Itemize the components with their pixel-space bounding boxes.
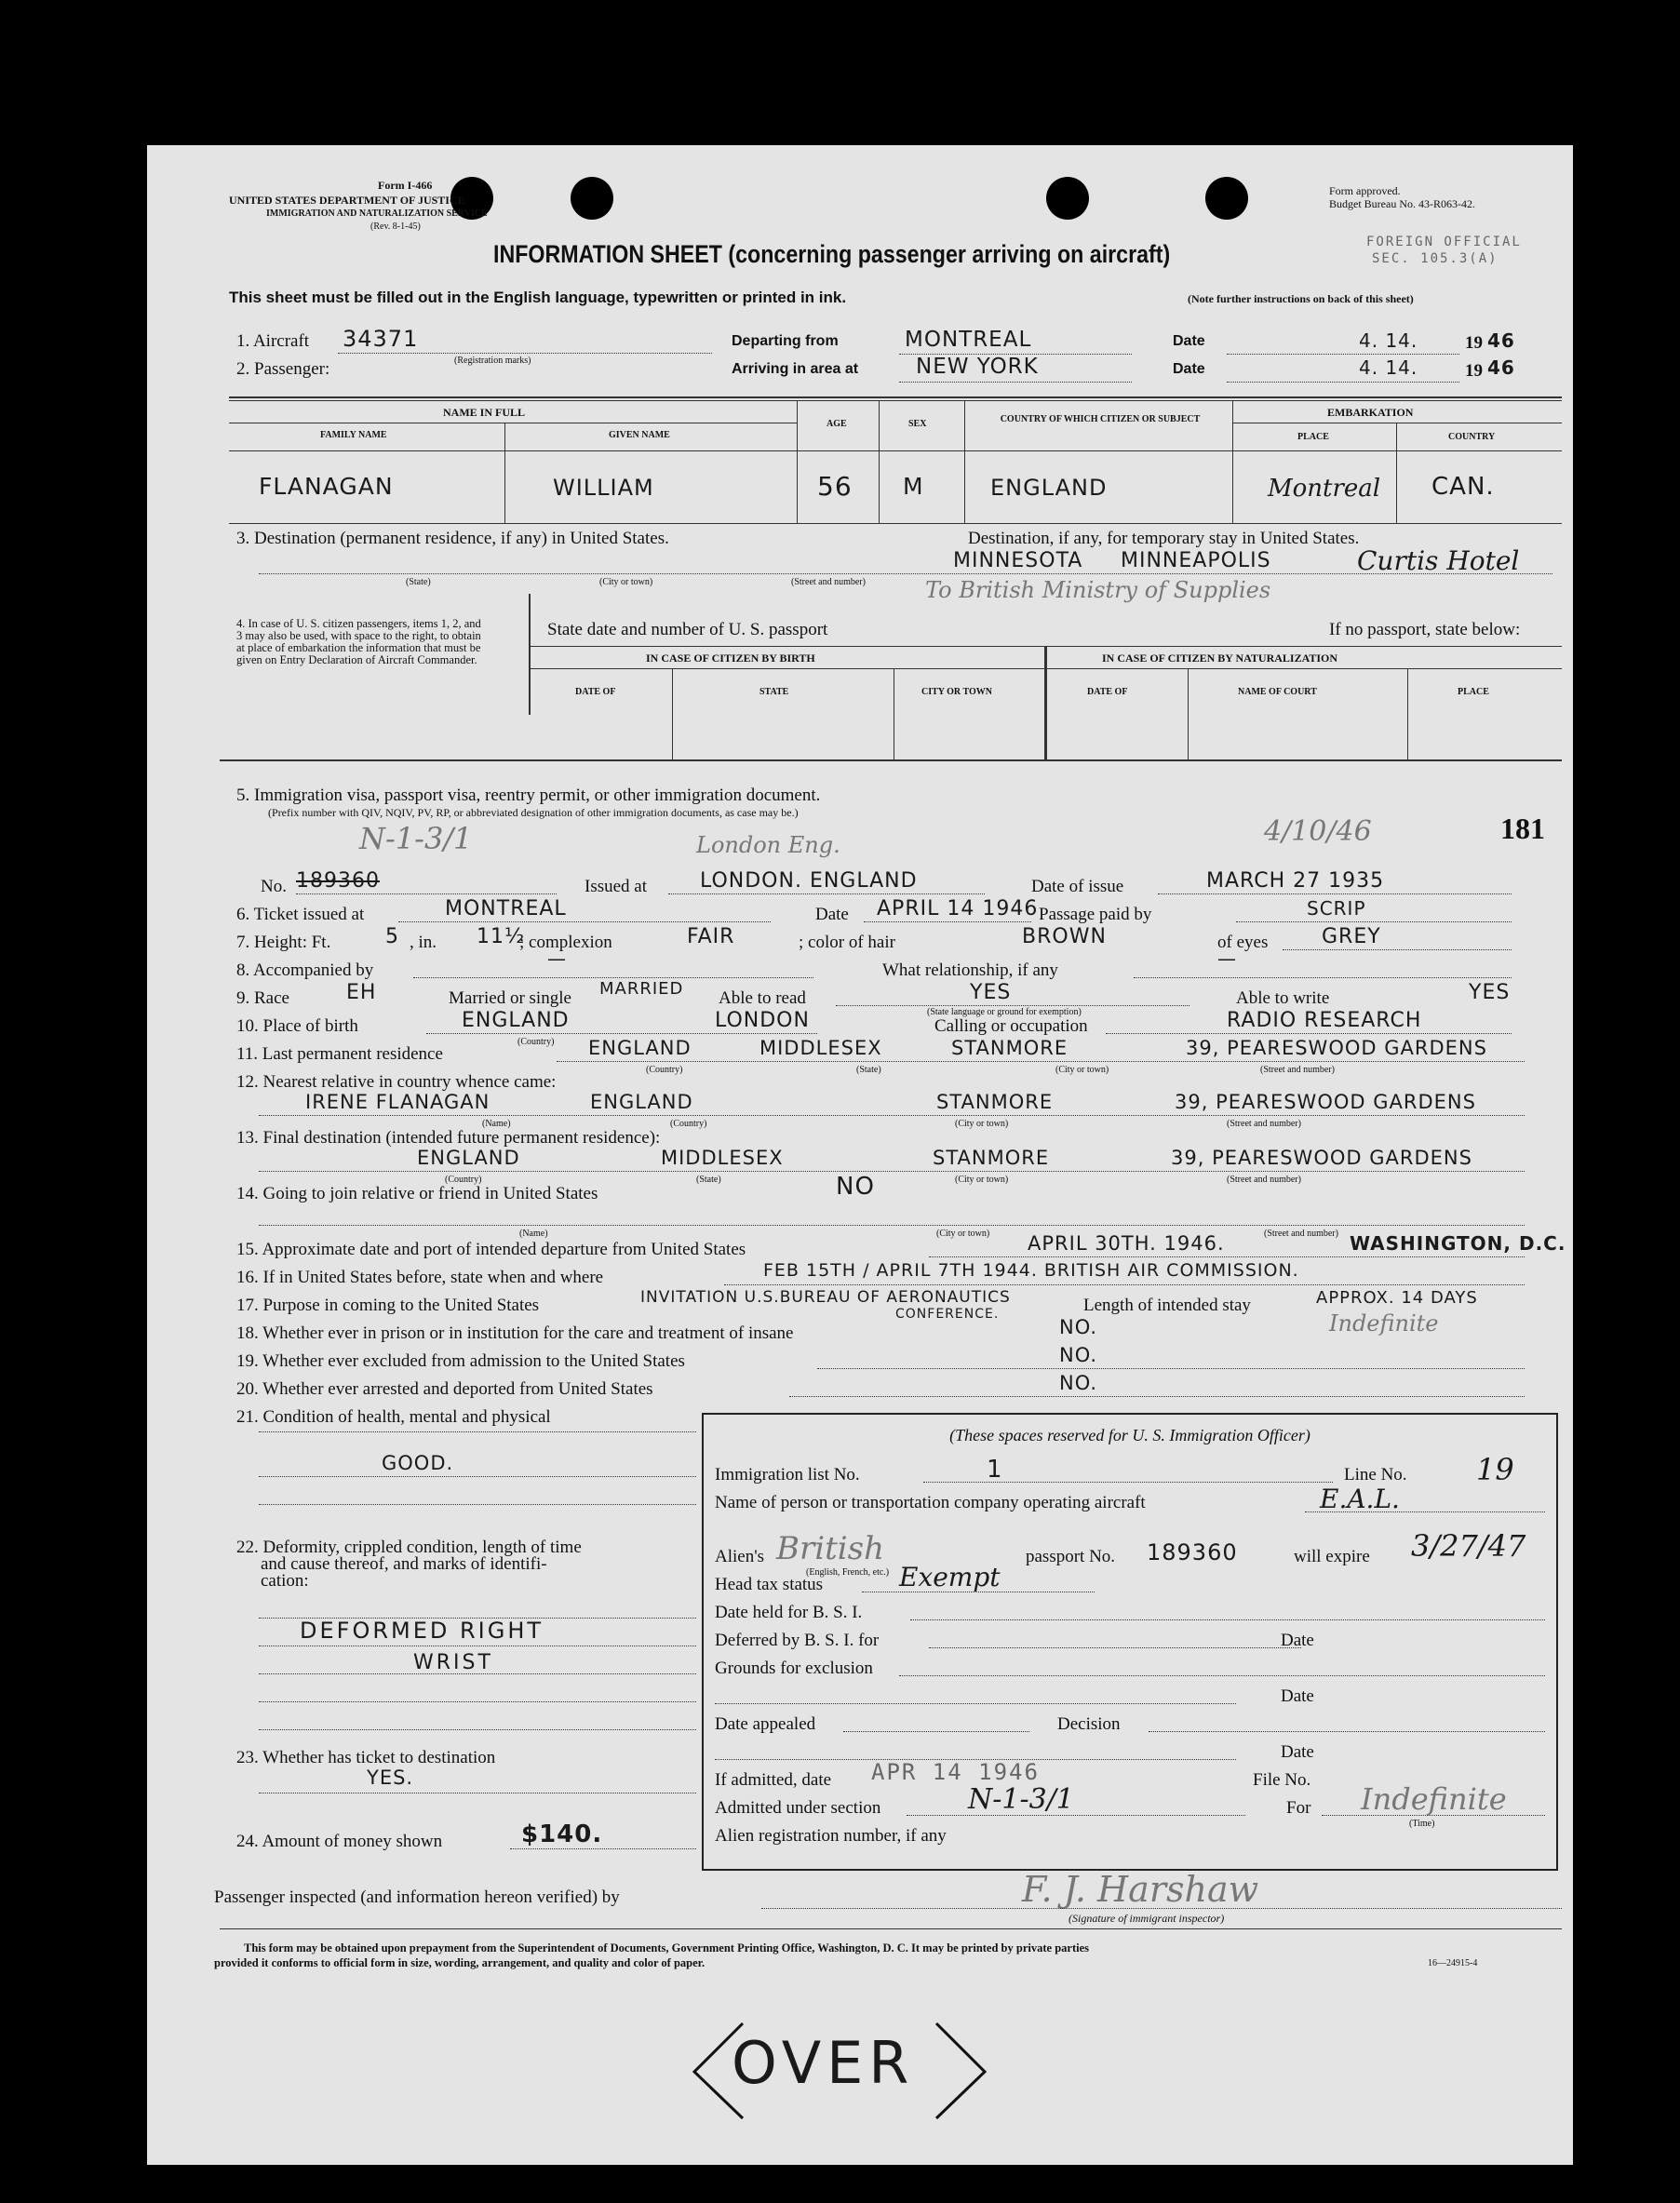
form-approved: Form approved. — [1329, 184, 1401, 197]
q11-city-caption: (City or town) — [1055, 1065, 1109, 1075]
q22-label-2: and cause thereof, and marks of identifi- — [261, 1554, 547, 1574]
section-stamp: SEC. 105.3(A) — [1372, 251, 1499, 266]
q3-note: To British Ministry of Supplies — [925, 577, 1271, 603]
instructions: This sheet must be filled out in the English language, typewritten or printed in ink. — [229, 289, 847, 306]
name-in-full-header: NAME IN FULL — [443, 406, 526, 419]
q20-value: NO. — [1059, 1372, 1098, 1394]
officer-headtax-label: Head tax status — [715, 1575, 824, 1594]
q5-issued-value: LONDON. ENGLAND — [700, 869, 918, 893]
fine-print-2: provided it conforms to official form in size, wording, arrangement, and quality and color of paper. — [214, 1956, 706, 1969]
q12-name-caption: (Name) — [482, 1119, 511, 1129]
given-name-header: GIVEN NAME — [609, 430, 670, 440]
officer-company-label: Name of person or transportation company operating aircraft — [715, 1493, 1146, 1512]
q8-rel-label: What relationship, if any — [882, 960, 1058, 980]
q5-annot-1: N-1-3/1 — [359, 821, 473, 856]
passenger-label: 2. Passenger: — [236, 359, 330, 379]
q14-street-caption: (Street and number) — [1264, 1229, 1338, 1239]
over-text: OVER — [732, 2029, 915, 2097]
officer-file-label: File No. — [1253, 1770, 1311, 1790]
q3-temp-street: Curtis Hotel — [1357, 545, 1520, 576]
q10-occ: RADIO RESEARCH — [1227, 1009, 1422, 1032]
q9-write-label: Able to write — [1236, 988, 1330, 1008]
aircraft-label: 1. Aircraft — [236, 331, 310, 351]
q16-label: 16. If in United States before, state when and where — [236, 1268, 604, 1287]
q10-country: ENGLAND — [462, 1009, 570, 1032]
officer-date-label-3: Date — [1281, 1742, 1314, 1762]
q9-race: EH — [346, 981, 377, 1004]
officer-headtax-value: Exempt — [899, 1562, 1001, 1592]
q9-marital-label: Married or single — [449, 988, 571, 1008]
q5-annot-3: 4/10/46 — [1264, 815, 1372, 848]
q7-hair: BROWN — [1022, 925, 1107, 948]
q4-nat-header: IN CASE OF CITIZEN BY NATURALIZATION — [1102, 651, 1338, 665]
q15-label: 15. Approximate date and port of intended departure from United States — [236, 1240, 746, 1259]
q7-complexion: FAIR — [687, 925, 735, 948]
q6-date-label: Date — [815, 905, 849, 924]
q3-temp-label: Destination, if any, for temporary stay in United States. — [968, 529, 1360, 548]
q10-label: 10. Place of birth — [236, 1016, 358, 1036]
inspector-signature: F. J. Harshaw — [1022, 1869, 1259, 1910]
date-label-2: Date — [1173, 361, 1205, 377]
q22-value-1: DEFORMED RIGHT — [300, 1618, 544, 1644]
inspected-label: Passenger inspected (and information hereon verified) by — [214, 1887, 620, 1907]
q10-city: LONDON — [715, 1009, 810, 1032]
q4-passport-label: State date and number of U. S. passport — [547, 620, 828, 639]
arriving-value: NEW YORK — [916, 355, 1039, 379]
q9-read-caption: (State language or ground for exemption) — [927, 1007, 1082, 1017]
q12-label: 12. Nearest relative in country whence came: — [236, 1072, 557, 1092]
emb-country-header: COUNTRY — [1448, 432, 1496, 442]
q11-label: 11. Last permanent residence — [236, 1044, 443, 1064]
q9-read-label: Able to read — [719, 988, 806, 1008]
form-title: INFORMATION SHEET (concerning passenger arriving on aircraft) — [493, 240, 1171, 268]
q13-city-caption: (City or town) — [955, 1175, 1009, 1185]
form-number: Form I-466 — [378, 179, 433, 192]
q11-country: ENGLAND — [588, 1037, 692, 1059]
q12-country-caption: (Country) — [670, 1119, 707, 1129]
q13-label: 13. Final destination (intended future permanent residence): — [236, 1128, 661, 1148]
q4-col-state: STATE — [759, 687, 789, 697]
officer-expire-label: will expire — [1294, 1547, 1370, 1566]
departing-value: MONTREAL — [905, 328, 1032, 352]
fine-print-1: This form may be obtained upon prepayment from the Superintendent of Documents, Government Printing Office, Washington, D. C. It may be printed by private parties — [244, 1941, 1089, 1954]
sex-value: M — [903, 473, 924, 500]
q9-read: YES — [970, 981, 1012, 1004]
form-code: 16—24915-4 — [1428, 1958, 1478, 1968]
q11-street: 39, PEARESWOOD GARDENS — [1186, 1037, 1487, 1059]
year-2: 46 — [1487, 356, 1515, 379]
embarkation-header: EMBARKATION — [1327, 406, 1414, 419]
q17-purpose: INVITATION U.S.BUREAU OF AERONAUTICS — [640, 1288, 1011, 1307]
note: (Note further instructions on back of this sheet) — [1188, 292, 1414, 305]
officer-company-value: E.A.L. — [1320, 1484, 1400, 1514]
q7-label: 7. Height: Ft. — [236, 933, 331, 952]
budget-bureau: Budget Bureau No. 43-R063-42. — [1329, 197, 1475, 210]
officer-list-label: Immigration list No. — [715, 1465, 860, 1484]
q15-value: APRIL 30TH. 1946. — [1028, 1232, 1225, 1255]
officer-bsi-label: Date held for B. S. I. — [715, 1603, 863, 1622]
q19-value: NO. — [1059, 1344, 1098, 1366]
q20-label: 20. Whether ever arrested and deported from United States — [236, 1379, 653, 1399]
officer-list-value: 1 — [987, 1456, 1003, 1484]
officer-aliens-value: British — [776, 1530, 884, 1567]
q5-no-value: 189360 — [296, 869, 380, 893]
q17-stay: APPROX. 14 DAYS — [1316, 1288, 1478, 1308]
q23-value: YES. — [367, 1766, 414, 1789]
q5-annot-2: London Eng. — [696, 832, 840, 858]
family-name-value: FLANAGAN — [259, 473, 394, 500]
q11-street-caption: (Street and number) — [1260, 1065, 1335, 1075]
punch-hole — [1046, 177, 1089, 220]
q12-street: 39, PEARESWOOD GARDENS — [1175, 1091, 1476, 1113]
q12-city-caption: (City or town) — [955, 1119, 1009, 1129]
q12-street-caption: (Street and number) — [1227, 1119, 1301, 1129]
q9-write: YES — [1469, 981, 1511, 1004]
q12-name: IRENE FLANAGAN — [305, 1091, 491, 1113]
q7-in: 11½ — [477, 925, 526, 948]
departing-label: Departing from — [732, 333, 839, 349]
q3-label: 3. Destination (permanent residence, if any) in United States. — [236, 529, 669, 548]
foreign-official-stamp: FOREIGN OFFICIAL — [1366, 235, 1522, 249]
officer-passport-value: 189360 — [1147, 1539, 1238, 1565]
officer-passport-label: passport No. — [1026, 1547, 1116, 1566]
q13-street: 39, PEARESWOOD GARDENS — [1171, 1147, 1472, 1169]
q15-port: WASHINGTON, D.C. — [1350, 1232, 1566, 1255]
service: IMMIGRATION AND NATURALIZATION SERVICE — [266, 208, 488, 219]
q22-label-1: 22. Deformity, crippled condition, length of time — [236, 1538, 582, 1557]
officer-alien-reg-label: Alien registration number, if any — [715, 1826, 947, 1846]
q18-value: NO. — [1059, 1316, 1098, 1338]
q4-label: 4. In case of U. S. citizen passengers, items 1, 2, and 3 may also be used, with space to the right, to obtain at place of embarkation the information that must be given on Entry Declaration of Aircraft Commander. — [236, 617, 481, 666]
q24-label: 24. Amount of money shown — [236, 1832, 443, 1851]
arriving-label: Arriving in area at — [732, 361, 859, 377]
officer-box — [702, 1413, 1558, 1871]
officer-aliens-label: Alien's — [715, 1547, 765, 1566]
q4-no-passport: If no passport, state below: — [1329, 620, 1521, 639]
q4-col-nat-date: DATE OF — [1087, 687, 1128, 697]
q6-paid: SCRIP — [1307, 897, 1366, 920]
q17-stay-note: Indefinite — [1329, 1310, 1439, 1337]
q4-birth-header: IN CASE OF CITIZEN BY BIRTH — [646, 651, 815, 665]
q7-ft: 5 — [385, 925, 399, 948]
place-header: PLACE — [1297, 432, 1329, 442]
officer-expire-value: 3/27/47 — [1411, 1528, 1526, 1564]
q7-eyes-label: of eyes — [1217, 933, 1269, 952]
officer-title: (These spaces reserved for U. S. Immigration Officer) — [949, 1426, 1310, 1444]
officer-appealed-label: Date appealed — [715, 1714, 816, 1734]
q5-date-issue-value: MARCH 27 1935 — [1206, 869, 1385, 893]
q4-col-date: DATE OF — [575, 687, 616, 697]
q17-purpose-2: CONFERENCE. — [895, 1307, 1000, 1322]
q14-label: 14. Going to join relative or friend in United States — [236, 1184, 598, 1203]
q13-country: ENGLAND — [417, 1147, 520, 1169]
q13-country-caption: (Country) — [445, 1175, 482, 1185]
officer-decision-label: Decision — [1057, 1714, 1121, 1734]
q11-state: MIDDLESEX — [759, 1037, 882, 1059]
year-prefix-1: 19 — [1465, 333, 1483, 353]
q7-hair-label: ; color of hair — [799, 933, 895, 952]
date-1: 4. 14. — [1359, 329, 1418, 352]
officer-time-caption: (Time) — [1409, 1819, 1435, 1829]
family-name-header: FAMILY NAME — [320, 430, 387, 440]
q14-city-caption: (City or town) — [936, 1229, 990, 1239]
sex-header: SEX — [908, 419, 927, 429]
q6-paid-label: Passage paid by — [1039, 905, 1152, 924]
q14-name-caption: (Name) — [519, 1229, 548, 1239]
date-2: 4. 14. — [1359, 356, 1418, 379]
q5-no-label: No. — [261, 877, 287, 896]
q3-state-caption: (State) — [406, 577, 431, 587]
page-number: 181 — [1500, 812, 1545, 845]
officer-section-label: Admitted under section — [715, 1798, 881, 1818]
officer-admitted-label: If admitted, date — [715, 1770, 832, 1790]
q6-label: 6. Ticket issued at — [236, 905, 365, 924]
age-header: AGE — [827, 419, 847, 429]
punch-hole — [1205, 177, 1248, 220]
q5-issued-label: Issued at — [585, 877, 648, 896]
q5-label: 5. Immigration visa, passport visa, reentry permit, or other immigration document. — [236, 786, 821, 805]
q13-street-caption: (Street and number) — [1227, 1175, 1301, 1185]
q24-value: $140. — [521, 1820, 603, 1848]
embarkation-country-value: CAN. — [1431, 473, 1495, 501]
q11-country-caption: (Country) — [646, 1065, 683, 1075]
citizenship-value: ENGLAND — [990, 475, 1108, 501]
q21-label: 21. Condition of health, mental and physical — [236, 1407, 551, 1427]
officer-section-value: N-1-3/1 — [968, 1783, 1074, 1816]
officer-line-value: 19 — [1476, 1452, 1514, 1487]
reg-marks-caption: (Registration marks) — [454, 356, 531, 366]
q11-state-caption: (State) — [856, 1065, 881, 1075]
given-name-value: WILLIAM — [553, 475, 654, 501]
punch-hole — [571, 177, 613, 220]
year-prefix-2: 19 — [1465, 361, 1483, 381]
form-sheet — [147, 145, 1573, 2165]
q14-value: NO — [836, 1173, 875, 1201]
officer-date-label-1: Date — [1281, 1631, 1314, 1650]
q17-label: 17. Purpose in coming to the United States — [236, 1296, 540, 1315]
q8-rel: — — [1217, 947, 1237, 970]
q4-col-place: PLACE — [1458, 687, 1489, 697]
officer-for-value: Indefinite — [1361, 1781, 1507, 1817]
q5-sub: (Prefix number with QIV, NQIV, PV, RP, or abbreviated designation of other immigration documents, as case may be.) — [268, 806, 799, 819]
q7-complexion-label: ; complexion — [519, 933, 612, 952]
q22-value-2: WRIST — [413, 1651, 493, 1674]
q11-city: STANMORE — [951, 1037, 1068, 1059]
date-label-1: Date — [1173, 333, 1205, 349]
q12-country: ENGLAND — [590, 1091, 693, 1113]
country-header: COUNTRY OF WHICH CITIZEN OR SUBJECT — [1000, 414, 1201, 424]
q4-col-city: CITY OR TOWN — [921, 687, 992, 697]
q12-city: STANMORE — [936, 1091, 1054, 1113]
q9-label: 9. Race — [236, 988, 289, 1008]
department: UNITED STATES DEPARTMENT OF JUSTICE — [229, 194, 465, 207]
q13-state: MIDDLESEX — [661, 1147, 784, 1169]
aircraft-value: 34371 — [343, 326, 419, 352]
q10-occ-label: Calling or occupation — [934, 1016, 1088, 1036]
officer-grounds-label: Grounds for exclusion — [715, 1659, 873, 1678]
q22-label-3: cation: — [261, 1571, 309, 1591]
officer-deferred-label: Deferred by B. S. I. for — [715, 1631, 880, 1650]
embarkation-place-value: Montreal — [1268, 475, 1381, 503]
q3-temp-city: MINNEAPOLIS — [1121, 549, 1271, 572]
q19-label: 19. Whether ever excluded from admission to the United States — [236, 1351, 685, 1371]
q8-value: — — [547, 947, 567, 970]
q7-in-label: , in. — [410, 933, 437, 952]
q6-place: MONTREAL — [445, 897, 567, 920]
q7-eyes: GREY — [1322, 925, 1381, 948]
q23-label: 23. Whether has ticket to destination — [236, 1748, 496, 1767]
q16-value: FEB 15TH / APRIL 7TH 1944. BRITISH AIR COMMISSION. — [763, 1260, 1299, 1281]
q3-city-caption: (City or town) — [599, 577, 653, 587]
q18-label: 18. Whether ever in prison or in institution for the care and treatment of insane — [236, 1323, 794, 1343]
officer-for-label: For — [1286, 1798, 1311, 1818]
age-value: 56 — [817, 471, 853, 502]
officer-lang-caption: (English, French, etc.) — [806, 1567, 890, 1578]
q13-city: STANMORE — [933, 1147, 1050, 1169]
year-1: 46 — [1487, 329, 1515, 352]
officer-line-label: Line No. — [1344, 1465, 1407, 1484]
officer-date-label-2: Date — [1281, 1686, 1314, 1706]
signature-caption: (Signature of immigrant inspector) — [1068, 1912, 1225, 1925]
q6-date: APRIL 14 1946 — [877, 897, 1039, 920]
q3-street-caption: (Street and number) — [791, 577, 866, 587]
q4-col-court: NAME OF COURT — [1238, 687, 1317, 697]
q13-state-caption: (State) — [696, 1175, 721, 1185]
q3-temp-state: MINNESOTA — [953, 549, 1083, 572]
officer-admitted-stamp: APR 14 1946 — [871, 1759, 1040, 1785]
revision: (Rev. 8-1-45) — [370, 222, 421, 232]
q8-label: 8. Accompanied by — [236, 960, 374, 980]
q10-country-caption: (Country) — [517, 1037, 555, 1047]
q17-stay-label: Length of intended stay — [1083, 1296, 1251, 1315]
q21-value: GOOD. — [382, 1452, 454, 1474]
q9-marital: MARRIED — [599, 979, 684, 999]
q5-date-issue-label: Date of issue — [1031, 877, 1124, 896]
